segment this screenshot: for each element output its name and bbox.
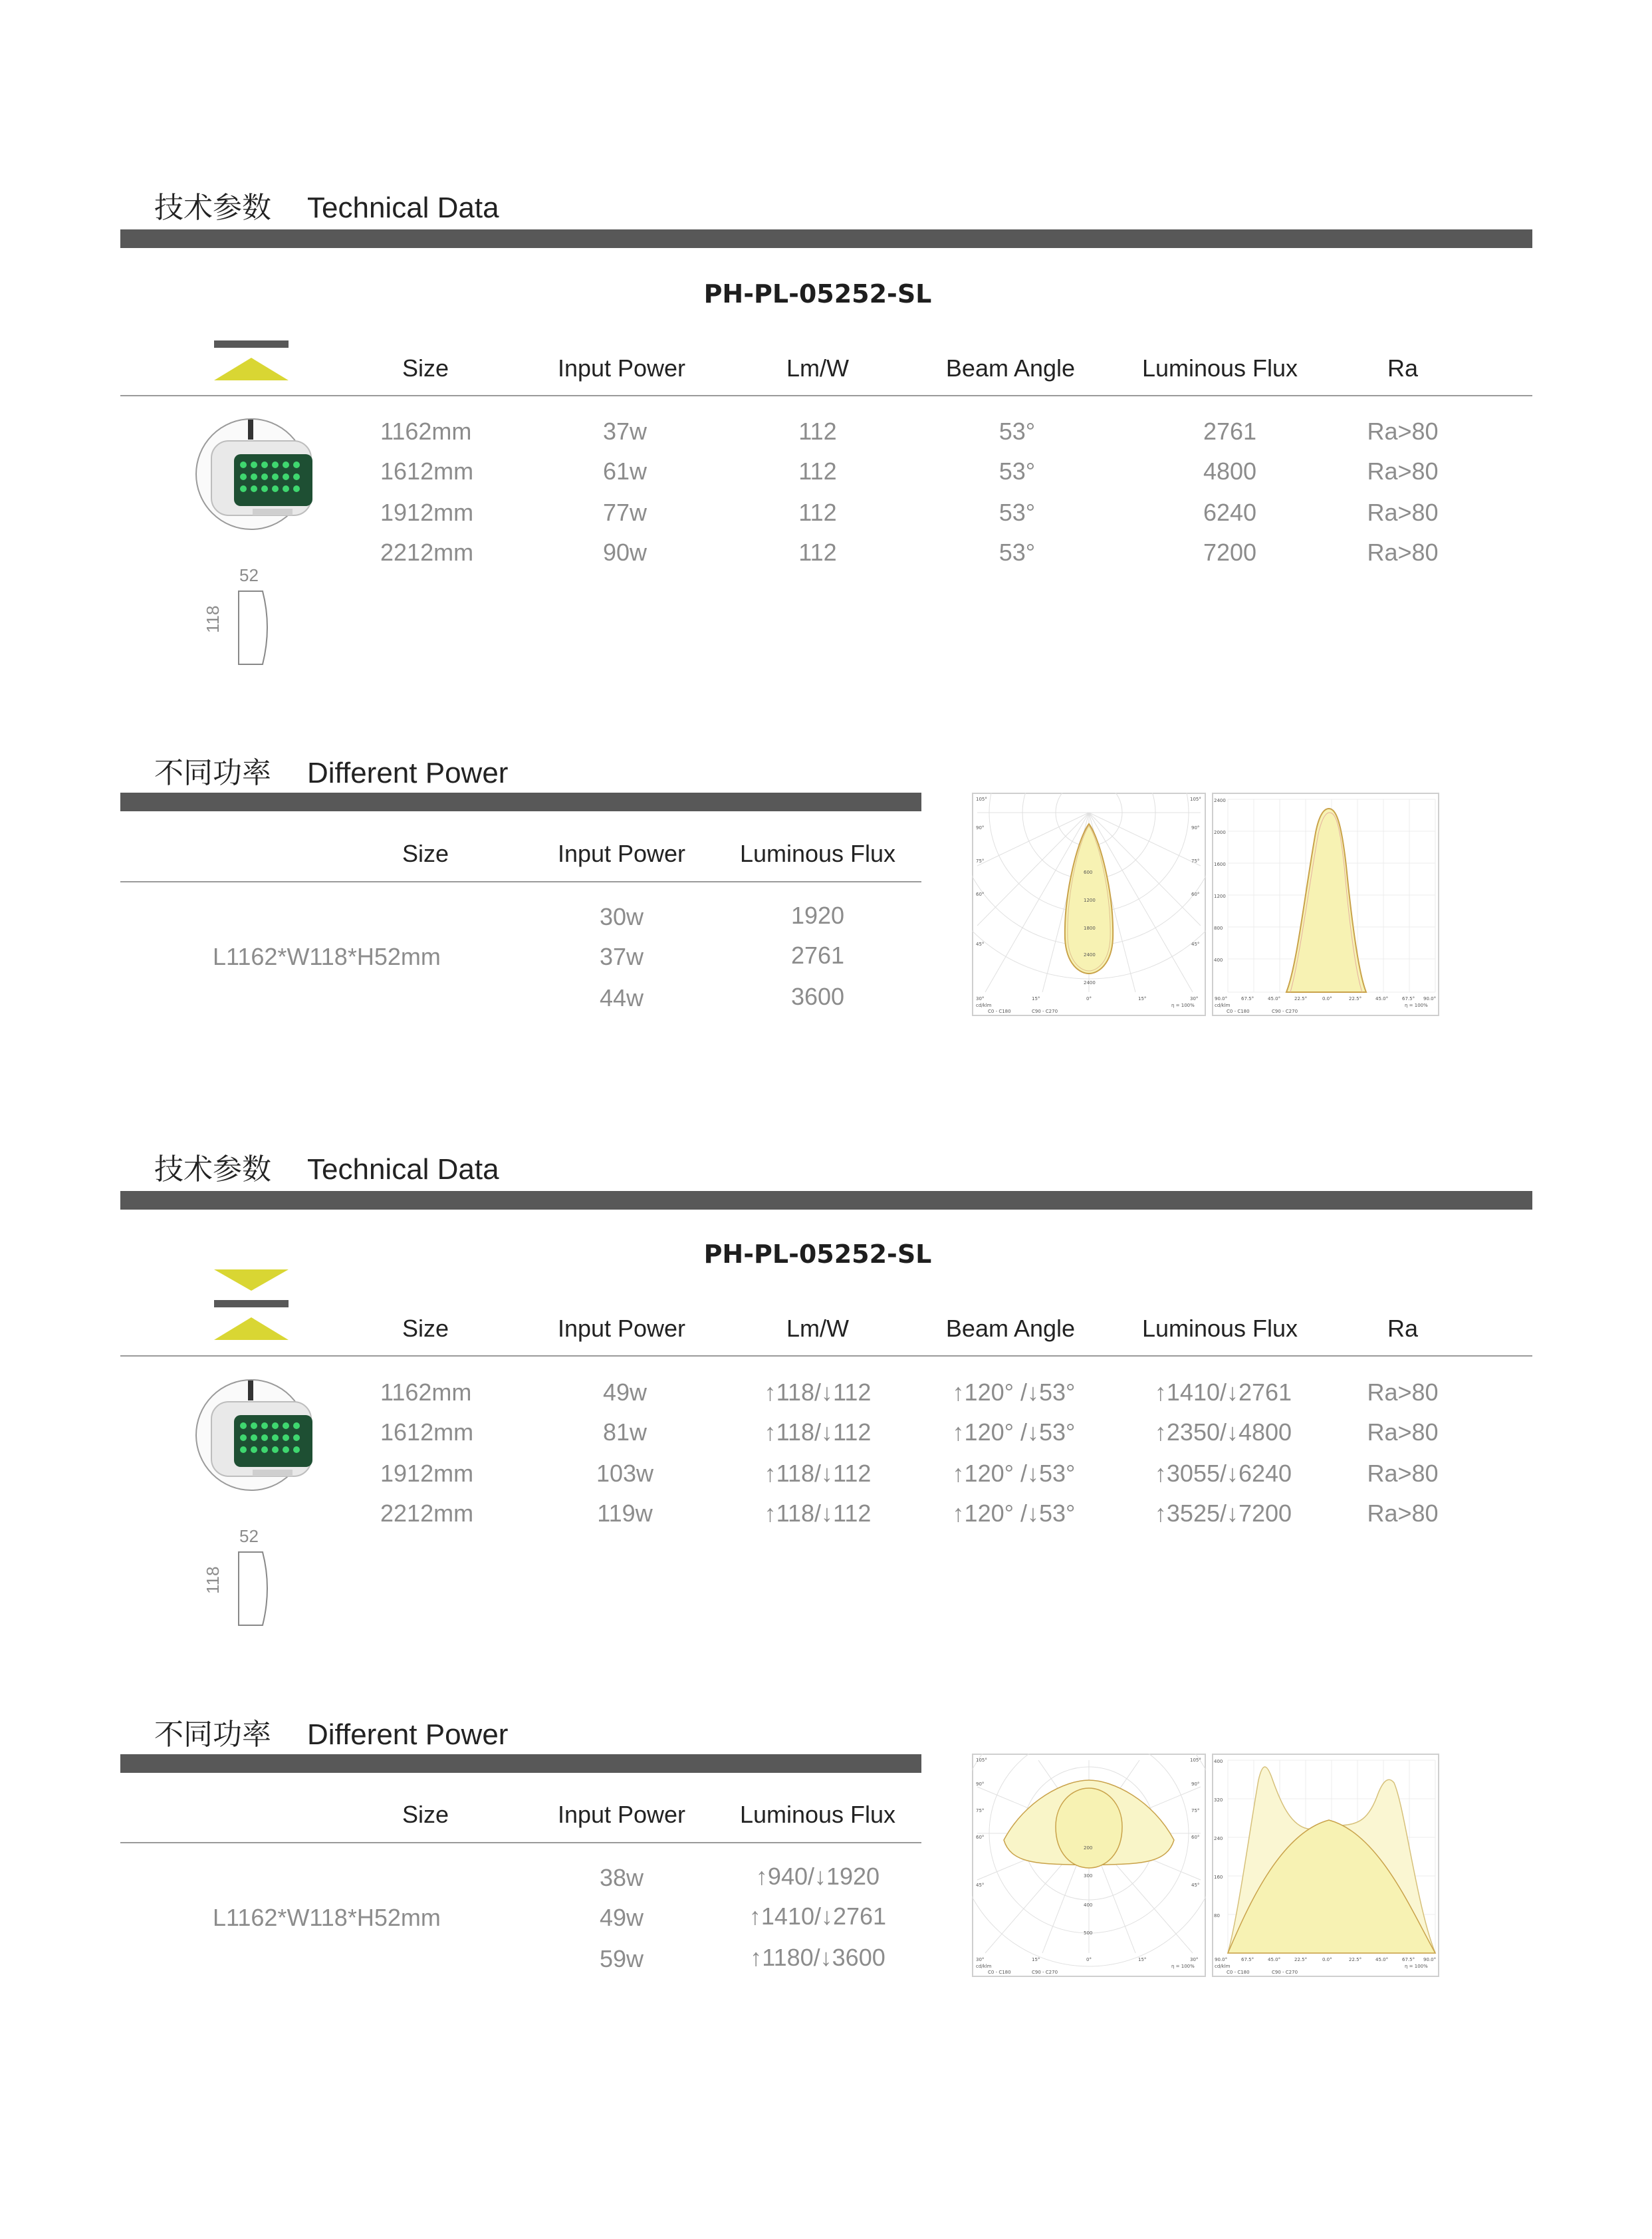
linear-eta-label: η = 100% [1405,1003,1428,1008]
linear-x-label: 22.5° [1349,996,1362,1001]
cell-luminous-flux: ↑2350/↓4800 [1154,1418,1292,1446]
cell-lm-w: ↑118/↓112 [764,1418,872,1446]
linear-y-label: 1200 [1214,894,1226,899]
profile-outline-image [236,1549,276,1629]
polar-radial-label: 2400 [1084,952,1096,958]
polar-eta-label: η = 100% [1171,1964,1195,1969]
power-header-size: Size [402,1801,449,1828]
polar-light-distribution-chart [972,1754,1206,1977]
dimension-width: 52 [239,1526,259,1546]
polar-light-distribution-chart [972,793,1206,1016]
linear-legend-c0: C0 - C180 [1227,1009,1250,1014]
polar-legend-c90: C90 - C270 [1032,1009,1058,1014]
polar-angle-label: 15° [1138,1957,1147,1962]
dimension-height: 118 [203,605,223,633]
cell-beam-angle: ↑120° /↓53° [952,1379,1076,1406]
linear-legend-c0: C0 - C180 [1227,1970,1250,1975]
polar-angle-label: 30° [976,996,985,1001]
model-number: PH-PL-05252-SL [703,279,932,309]
power-cell-input-power: 30w [599,903,644,930]
power-header-input-power: Input Power [557,840,686,867]
polar-radial-label: 1200 [1084,898,1096,903]
polar-radial-label: 1800 [1084,926,1096,931]
cell-input-power: 90w [602,539,648,566]
polar-legend-c0: C0 - C180 [988,1009,1011,1014]
header-luminous-flux: Luminous Flux [1141,1315,1298,1342]
cell-beam-angle: 53° [999,499,1036,526]
cell-size: 1912mm [380,499,474,526]
linear-y-label: 320 [1214,1797,1223,1803]
polar-radial-label: 2400 [1084,980,1096,986]
section-title-en: Technical Data [307,1153,499,1186]
linear-y-label: 400 [1214,958,1223,963]
cell-beam-angle: 53° [999,418,1036,445]
polar-radial-label: 400 [1084,1903,1093,1908]
polar-angle-label: 90° [976,1781,985,1787]
linear-y-label: 2400 [1214,798,1226,803]
linear-light-distribution-chart [1212,1754,1439,1977]
linear-y-label: 400 [1214,1759,1223,1764]
polar-radial-label: 300 [1084,1873,1093,1879]
linear-y-label: 1600 [1214,862,1226,867]
polar-angle-label: 45° [976,1883,985,1888]
power-header-size: Size [402,840,449,867]
header-ra: Ra [1387,1315,1419,1342]
linear-x-label: 22.5° [1294,1957,1308,1962]
table-header-rule [120,1355,1532,1357]
polar-radial-label: 200 [1084,1845,1093,1851]
power-cell-input-power: 49w [599,1904,644,1931]
linear-light-distribution-chart [1212,793,1439,1016]
linear-legend-c90: C90 - C270 [1272,1009,1298,1014]
polar-angle-label: 15° [1138,996,1147,1001]
dimension-width: 52 [239,565,259,585]
cell-beam-angle: 53° [999,458,1036,485]
linear-y-label: 80 [1214,1913,1220,1918]
polar-unit-label: cd/klm [976,1003,992,1008]
power-cell-input-power: 38w [599,1864,644,1891]
polar-angle-label: 75° [976,858,985,864]
header-lm-w: Lm/W [786,354,849,382]
dimension-height: 118 [203,1566,223,1594]
cell-luminous-flux: ↑1410/↓2761 [1154,1379,1292,1406]
cell-size: 2212mm [380,539,474,566]
different-power-title-cn: 不同功率 [154,756,271,790]
polar-eta-label: η = 100% [1171,1003,1195,1008]
power-header-luminous-flux: Luminous Flux [739,840,896,867]
polar-angle-label: 30° [1190,1957,1199,1962]
header-size: Size [402,354,449,382]
header-input-power: Input Power [557,1315,686,1342]
cell-ra: Ra>80 [1367,1500,1439,1527]
linear-x-label: 22.5° [1349,1957,1362,1962]
power-cell-input-power: 44w [599,984,644,1011]
different-power-title [154,749,508,791]
cell-ra: Ra>80 [1367,458,1439,485]
uplight-triangle-icon [211,339,291,382]
linear-x-label: 67.5° [1402,996,1415,1001]
polar-angle-label: 105° [1190,1758,1201,1763]
linear-x-label: 90.0° [1215,996,1228,1001]
polar-angle-label: 15° [1032,1957,1040,1962]
power-size: L1162*W118*H52mm [213,1904,441,1931]
polar-angle-label: 60° [976,1835,985,1840]
cell-ra: Ra>80 [1367,418,1439,445]
polar-radial-label: 500 [1084,1930,1093,1936]
cell-luminous-flux: 7200 [1203,539,1257,566]
header-size: Size [402,1315,449,1342]
linear-x-label: 45.0° [1268,996,1281,1001]
cell-luminous-flux: 4800 [1203,458,1257,485]
linear-x-label: 67.5° [1241,996,1254,1001]
power-cell-luminous-flux: 1920 [790,902,845,929]
cell-input-power: 119w [597,1500,653,1527]
polar-angle-label: 75° [1191,1808,1200,1813]
polar-angle-label: 30° [976,1957,985,1962]
different-power-divider-bar [120,793,921,811]
power-cell-luminous-flux: 2761 [790,942,845,969]
linear-x-label: 90.0° [1423,996,1437,1001]
power-header-input-power: Input Power [557,1801,686,1828]
header-lm-w: Lm/W [786,1315,849,1342]
power-cell-input-power: 37w [599,943,644,970]
polar-angle-label: 90° [1191,825,1200,831]
polar-legend-c90: C90 - C270 [1032,1970,1058,1975]
polar-angle-label: 60° [1191,892,1200,897]
different-power-divider-bar [120,1754,921,1773]
cell-ra: Ra>80 [1367,1418,1439,1446]
polar-angle-label: 90° [976,825,985,831]
cell-size: 1162mm [380,418,472,445]
header-input-power: Input Power [557,354,686,382]
linear-eta-label: η = 100% [1405,1964,1428,1969]
cell-lm-w: ↑118/↓112 [764,1500,872,1527]
profile-outline-image [236,589,276,668]
polar-angle-label: 90° [1191,1781,1200,1787]
different-power-title [154,1710,508,1753]
linear-y-label: 800 [1214,926,1223,931]
linear-x-label: 45.0° [1375,996,1389,1001]
table-header-rule [120,395,1532,396]
polar-angle-label: 105° [976,1758,987,1763]
linear-unit-label: cd/klm [1215,1964,1231,1969]
linear-y-label: 160 [1214,1875,1223,1880]
polar-angle-label: 60° [976,892,985,897]
cell-ra: Ra>80 [1367,499,1439,526]
power-size: L1162*W118*H52mm [213,943,441,970]
cell-size: 2212mm [380,1500,474,1527]
different-power-title-cn: 不同功率 [154,1718,271,1752]
linear-y-label: 2000 [1214,830,1226,835]
cell-size: 1612mm [380,1418,474,1446]
cell-beam-angle: ↑120° /↓53° [952,1460,1076,1487]
cell-lm-w: ↑118/↓112 [764,1379,872,1406]
cell-lm-w: 112 [798,458,837,485]
cell-input-power: 81w [602,1418,648,1446]
power-cell-luminous-flux: ↑940/↓1920 [755,1863,880,1890]
cell-input-power: 37w [602,418,648,445]
cell-input-power: 103w [596,1460,654,1487]
power-header-rule [120,881,921,882]
polar-unit-label: cd/klm [976,1964,992,1969]
linear-x-label: 67.5° [1241,1957,1254,1962]
section-title [154,1145,499,1188]
polar-angle-label: 60° [1191,1835,1200,1840]
cell-luminous-flux: 6240 [1203,499,1257,526]
header-beam-angle: Beam Angle [945,1315,1076,1342]
polar-angle-label: 75° [976,1808,985,1813]
cell-lm-w: 112 [798,539,837,566]
cell-input-power: 49w [602,1379,648,1406]
section-title-cn: 技术参数 [154,1152,271,1186]
cell-luminous-flux: 2761 [1203,418,1257,445]
header-beam-angle: Beam Angle [945,354,1076,382]
different-power-title-en: Different Power [307,1718,509,1751]
polar-angle-label: 45° [1191,942,1200,947]
polar-radial-label: 600 [1084,870,1093,875]
linear-unit-label: cd/klm [1215,1003,1231,1008]
linear-x-label: 67.5° [1402,1957,1415,1962]
linear-x-label: 90.0° [1423,1957,1437,1962]
cell-lm-w: 112 [798,418,837,445]
cell-ra: Ra>80 [1367,1379,1439,1406]
power-cell-luminous-flux: 3600 [790,983,845,1010]
power-cell-input-power: 59w [599,1945,644,1972]
section-title [154,184,499,226]
polar-angle-label: 45° [976,942,985,947]
section-divider-bar [120,1191,1532,1210]
product-cross-section-image [193,1377,312,1493]
cell-size: 1912mm [380,1460,474,1487]
cell-beam-angle: ↑120° /↓53° [952,1418,1076,1446]
cell-size: 1612mm [380,458,474,485]
section-title-en: Technical Data [307,192,499,224]
polar-angle-label: 30° [1190,996,1199,1001]
linear-y-label: 240 [1214,1836,1223,1841]
polar-angle-label: 0° [1086,1957,1092,1962]
cell-luminous-flux: ↑3055/↓6240 [1154,1460,1292,1487]
section-title-cn: 技术参数 [154,191,271,225]
section-divider-bar [120,229,1532,248]
polar-angle-label: 105° [1190,797,1201,802]
polar-angle-label: 105° [976,797,987,802]
linear-x-label: 22.5° [1294,996,1308,1001]
up-down-triangle-icon [211,1268,291,1341]
cell-beam-angle: 53° [999,539,1036,566]
linear-x-label: 90.0° [1215,1957,1228,1962]
polar-angle-label: 45° [1191,1883,1200,1888]
cell-input-power: 61w [602,458,648,485]
cell-input-power: 77w [602,499,648,526]
different-power-title-en: Different Power [307,757,509,789]
linear-x-label: 45.0° [1268,1957,1281,1962]
power-cell-luminous-flux: ↑1180/↓3600 [750,1944,885,1971]
cell-beam-angle: ↑120° /↓53° [952,1500,1076,1527]
cell-ra: Ra>80 [1367,1460,1439,1487]
polar-legend-c0: C0 - C180 [988,1970,1011,1975]
cell-luminous-flux: ↑3525/↓7200 [1154,1500,1292,1527]
polar-angle-label: 0° [1086,996,1092,1001]
header-ra: Ra [1387,354,1419,382]
power-cell-luminous-flux: ↑1410/↓2761 [749,1903,887,1930]
model-number: PH-PL-05252-SL [703,1240,932,1269]
cell-lm-w: ↑118/↓112 [764,1460,872,1487]
linear-x-label: 0.0° [1322,1957,1332,1962]
header-luminous-flux: Luminous Flux [1141,354,1298,382]
polar-angle-label: 75° [1191,858,1200,864]
power-header-luminous-flux: Luminous Flux [739,1801,896,1828]
power-header-rule [120,1842,921,1843]
polar-angle-label: 15° [1032,996,1040,1001]
cell-lm-w: 112 [798,499,837,526]
cell-ra: Ra>80 [1367,539,1439,566]
linear-x-label: 45.0° [1375,1957,1389,1962]
linear-x-label: 0.0° [1322,996,1332,1001]
linear-legend-c90: C90 - C270 [1272,1970,1298,1975]
product-cross-section-image [193,416,312,532]
cell-size: 1162mm [380,1379,472,1406]
